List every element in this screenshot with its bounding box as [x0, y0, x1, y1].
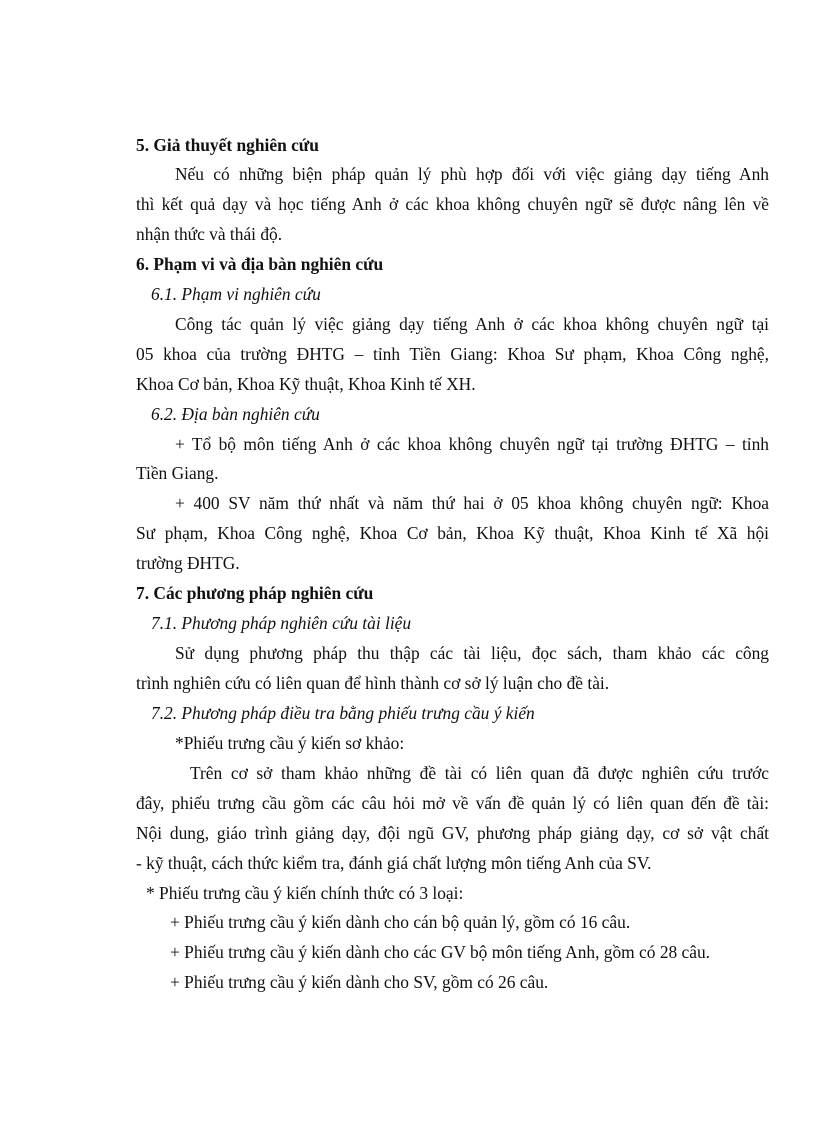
section-5-text-line: nhận thức và thái độ. — [136, 224, 283, 244]
section-6-2-bullet-line: Sư phạm, Khoa Công nghệ, Khoa Cơ bản, Khoa Kỹ thuật, Khoa Kinh tế Xã hội — [136, 523, 769, 543]
official-survey-item: + Phiếu trưng cầu ý kiến dành cho các GV bộ môn tiếng Anh, gồm có 28 câu. — [170, 942, 711, 962]
preliminary-survey-text-line: Nội dung, giáo trình giảng dạy, đội ngũ GV, phương pháp giảng dạy, cơ sở vật chất — [136, 823, 769, 843]
section-6-2-bullet-line: trường ĐHTG. — [136, 553, 240, 573]
section-7-1-text-line: trình nghiên cứu có liên quan để hình thành cơ sở lý luận cho đề tài. — [136, 673, 610, 693]
official-survey-heading: * Phiếu trưng cầu ý kiến chính thức có 3 loại: — [146, 883, 464, 903]
section-5-heading: 5. Giả thuyết nghiên cứu — [136, 135, 319, 155]
section-6-1-text-line: Công tác quản lý việc giảng dạy tiếng Anh ở các khoa không chuyên ngữ tại — [175, 314, 769, 334]
subsection-7-1-heading: 7.1. Phương pháp nghiên cứu tài liệu — [151, 613, 412, 633]
official-survey-item: + Phiếu trưng cầu ý kiến dành cho SV, gồm có 26 câu. — [170, 972, 549, 992]
section-6-title: . Phạm vi và địa bàn nghiên cứu — [144, 254, 384, 274]
section-6-2-bullet-line: Tiền Giang. — [136, 463, 219, 483]
section-7-1-text-line: Sử dụng phương pháp thu thập các tài liệu, đọc sách, tham khảo các công — [175, 643, 769, 663]
section-6-1-text-line: Khoa Cơ bản, Khoa Kỹ thuật, Khoa Kinh tế XH. — [136, 374, 476, 394]
subsection-6-2-heading: 6.2. Địa bàn nghiên cứu — [151, 404, 320, 424]
subsection-7-2-heading: 7.2. Phương pháp điều tra bằng phiếu trưng cầu ý kiến — [151, 703, 535, 723]
section-6-2-bullet-line: + Tổ bộ môn tiếng Anh ở các khoa không chuyên ngữ tại trường ĐHTG – tỉnh — [175, 434, 769, 454]
preliminary-survey-text-line: đây, phiếu trưng cầu gồm các câu hỏi mở về vấn đề quản lý có liên quan đến đề tài: — [136, 793, 769, 813]
section-5-text-line: thì kết quả dạy và học tiếng Anh ở các khoa không chuyên ngữ sẽ được nâng lên về — [136, 194, 769, 214]
section-6-2-bullet-line: + 400 SV năm thứ nhất và năm thứ hai ở 05 khoa không chuyên ngữ: Khoa — [175, 493, 769, 513]
section-7-heading: 7. Các phương pháp nghiên cứu — [136, 583, 374, 603]
preliminary-survey-text-line: Trên cơ sở tham khảo những đề tài có liên quan đã được nghiên cứu trước — [190, 763, 769, 783]
section-6-number: 6 — [136, 254, 145, 274]
preliminary-survey-text-line: - kỹ thuật, cách thức kiểm tra, đánh giá chất lượng môn tiếng Anh của SV. — [136, 853, 652, 873]
official-survey-item: + Phiếu trưng cầu ý kiến dành cho cán bộ quản lý, gồm có 16 câu. — [170, 912, 631, 932]
preliminary-survey-heading: *Phiếu trưng cầu ý kiến sơ khảo: — [175, 733, 405, 753]
section-5-text-line: Nếu có những biện pháp quản lý phù hợp đối với việc giảng dạy tiếng Anh — [175, 164, 769, 184]
section-6-1-text-line: 05 khoa của trường ĐHTG – tỉnh Tiền Giang: Khoa Sư phạm, Khoa Công nghệ, — [136, 344, 769, 364]
section-6-heading — [136, 254, 383, 274]
subsection-6-1-heading: 6.1. Phạm vi nghiên cứu — [151, 284, 321, 304]
